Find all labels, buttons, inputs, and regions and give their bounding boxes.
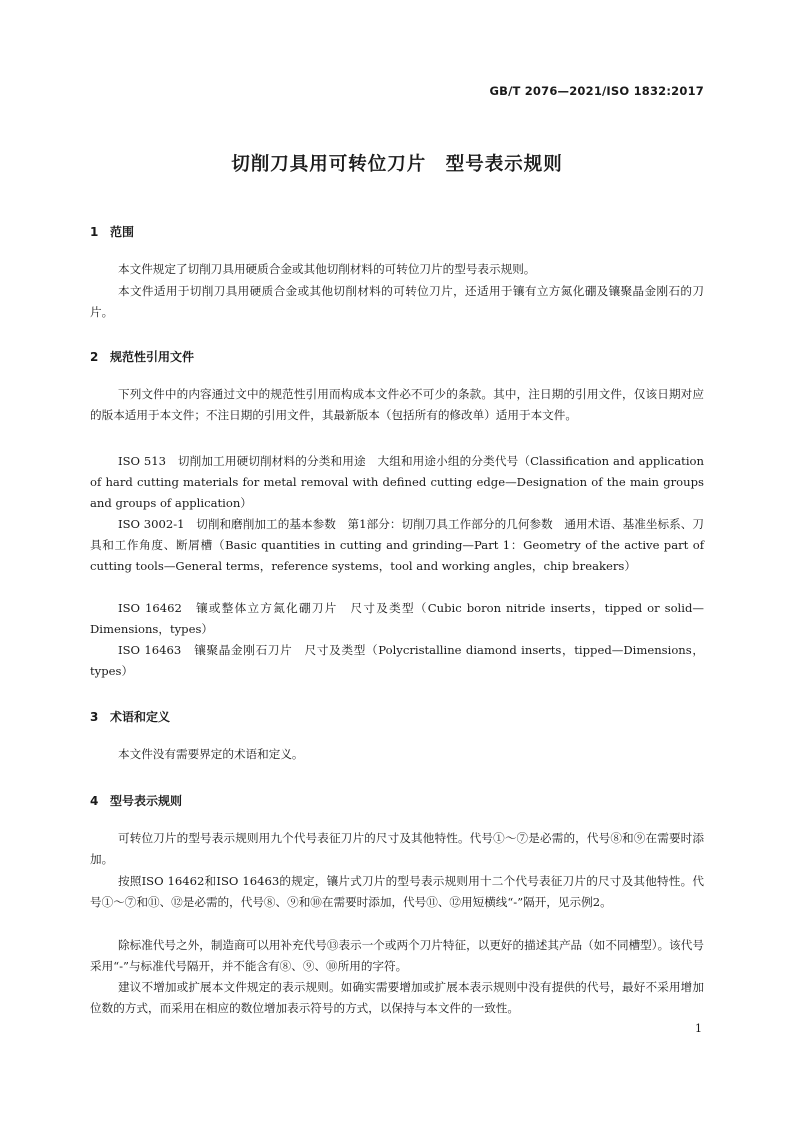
paragraph: 本文件没有需要界定的术语和定义。 bbox=[118, 747, 304, 761]
section-title: 范围 bbox=[110, 225, 135, 239]
reference-iso-16462: ISO 16462 镶或整体立方氮化硼刀片 尺寸及类型（Cubic boron nitride inserts，tipped or solid—Dimensions，types） bbox=[90, 601, 704, 637]
section-title: 规范性引用文件 bbox=[110, 350, 195, 364]
section-1-heading bbox=[90, 223, 134, 240]
paragraph: 除标准代号之外，制造商可以用补充代号⑬表示一个或两个刀片特征，以更好的描述其产品（如不同槽型）。该代号采用“-”与标准代号隔开，并不能含有⑧、⑨、⑩所用的字符。 bbox=[90, 938, 704, 974]
paragraph: 可转位刀片的型号表示规则用九个代号表征刀片的尺寸及其他特性。代号①～⑦是必需的，代号⑧和⑨在需要时添加。 bbox=[90, 831, 704, 867]
section-3-heading bbox=[90, 708, 170, 725]
reference-iso-16463: ISO 16463 镶聚晶金刚石刀片 尺寸及类型（Polycristalline diamond inserts，tipped—Dimensions，types） bbox=[90, 643, 704, 679]
paragraph: 建议不增加或扩展本文件规定的表示规则。如确实需要增加或扩展本表示规则中没有提供的代号，最好不采用增加位数的方式，而采用在相应的数位增加表示符号的方式，以保持与本文件的一致性。 bbox=[90, 980, 704, 1016]
section-number: 4 bbox=[90, 794, 99, 808]
page-number: 1 bbox=[695, 1022, 702, 1035]
section-title: 术语和定义 bbox=[110, 710, 171, 724]
document-title: 切削刀具用可转位刀片 型号表示规则 bbox=[231, 154, 563, 175]
paragraph: 下列文件中的内容通过文中的规范性引用而构成本文件必不可少的条款。其中，注日期的引用文件，仅该日期对应的版本适用于本文件；不注日期的引用文件，其最新版本（包括所有的修改单）适用于本文件。 bbox=[90, 387, 704, 423]
paragraph: 按照ISO 16462和ISO 16463的规定，镶片式刀片的型号表示规则用十二个代号表征刀片的尺寸及其他特性。代号①～⑦和⑪、⑫是必需的，代号⑧、⑨和⑩在需要时添加，代号⑪、⑫用短横线“-”隔开，见示例2。 bbox=[90, 874, 704, 910]
section-2-heading bbox=[90, 348, 194, 365]
section-4-heading bbox=[90, 792, 182, 809]
section-number: 3 bbox=[90, 710, 99, 724]
paragraph: 本文件适用于切削刀具用硬质合金或其他切削材料的可转位刀片，还适用于镶有立方氮化硼及镶聚晶金刚石的刀片。 bbox=[90, 284, 704, 320]
reference-iso-513: ISO 513 切削加工用硬切削材料的分类和用途 大组和用途小组的分类代号（Classification and application of hard cutting materials for metal removal with defined cutting edge—Designation of the main groups and groups of application） bbox=[90, 454, 704, 511]
section-number: 2 bbox=[90, 350, 99, 364]
reference-iso-3002-1: ISO 3002-1 切削和磨削加工的基本参数 第1部分：切削刀具工作部分的几何参数 通用术语、基准坐标系、刀具和工作角度、断屑槽（Basic quantities in cutting and grinding—Part 1：Geometry of the active part of cutting tools—General terms，reference systems，tool and working angles，chip breakers） bbox=[90, 517, 704, 574]
standard-number: GB/T 2076—2021/ISO 1832:2017 bbox=[489, 84, 704, 98]
paragraph: 本文件规定了切削刀具用硬质合金或其他切削材料的可转位刀片的型号表示规则。 bbox=[118, 262, 536, 276]
section-title: 型号表示规则 bbox=[110, 794, 183, 808]
section-number: 1 bbox=[90, 225, 99, 239]
